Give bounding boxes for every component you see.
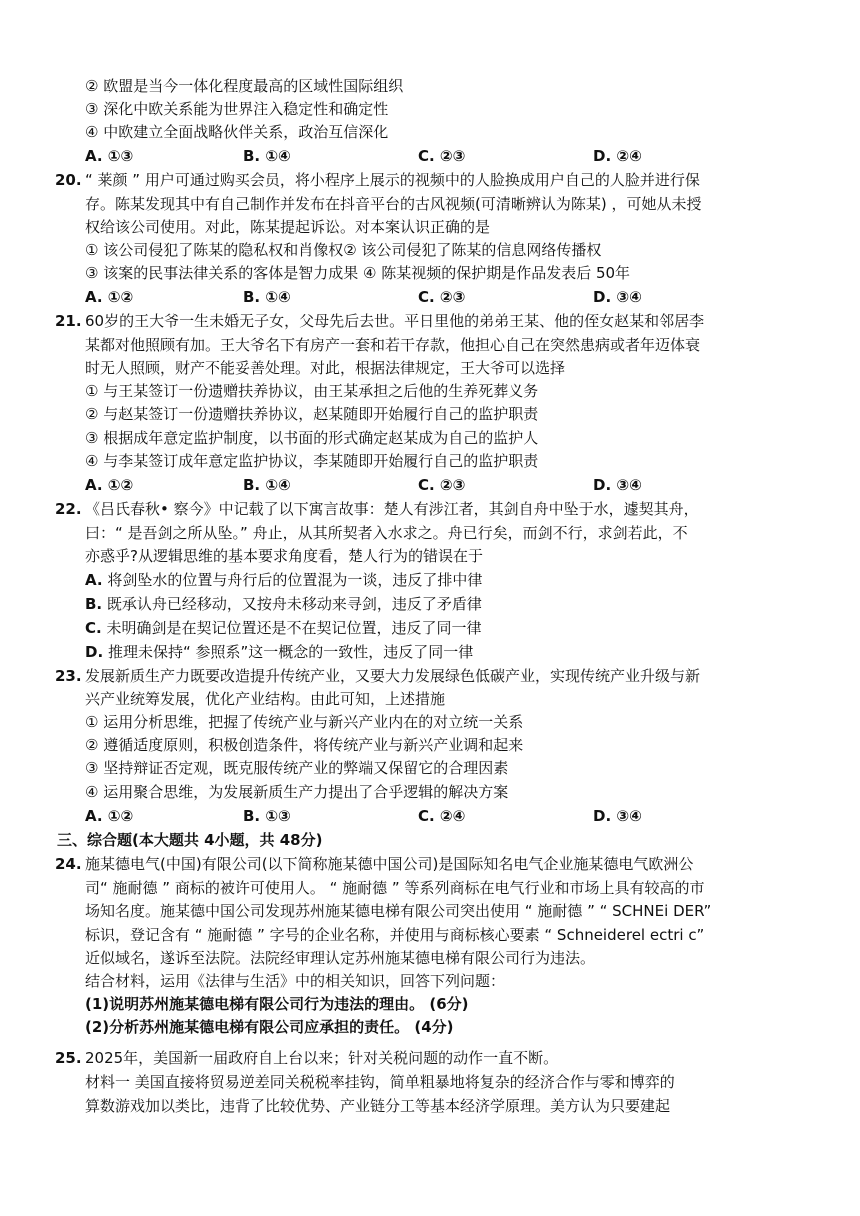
q24-subquestion-2: (2)分析苏州施某德电梯有限公司应承担的责任。 (4分): [85, 1018, 454, 1036]
q20-option-d: D. ③④: [593, 288, 642, 306]
q22-stem-line-1: 《吕氏春秋• 察今》中记载了以下寓言故事：楚人有涉江者，其剑自舟中坠于水，遽契其舟，: [85, 500, 699, 518]
section-heading: 三、综合题(本大题共 4小题，共 48分): [57, 831, 323, 849]
q22-choice-c: [85, 618, 482, 638]
q24-prompt: 结合材料，运用《法律与生活》中的相关知识，回答下列问题：: [85, 972, 506, 990]
q21-stem-line-2: 某都对他照顾有加。王大爷名下有房产一套和若干存款，他担心自己在突然患病或者年迈体衰: [85, 336, 701, 354]
q21-stem-line-3: 时无人照顾，财产不能妥善处理。对此，根据法律规定，王大爷可以选择: [85, 359, 566, 377]
q23-item-2: ② 遵循适度原则，积极创造条件，将传统产业与新兴产业调和起来: [85, 736, 524, 754]
q25-material-1-line-2: 算数游戏加以类比，违背了比较优势、产业链分工等基本经济学原理。美方认为只要建起: [85, 1097, 671, 1115]
q25-number: 25.: [55, 1049, 82, 1067]
q19-option-d: D. ②④: [593, 147, 642, 165]
q22-choice-d-text: 推理未保持“ 参照系”这一概念的一致性，违反了同一律: [107, 643, 474, 661]
q19-option-b: B. ①④: [243, 147, 291, 165]
q21-item-3: ③ 根据成年意定监护制度，以书面的形式确定赵某成为自己的监护人: [85, 429, 539, 447]
q23-options: [85, 806, 785, 826]
q21-item-1: ① 与王某签订一份遗赠扶养协议，由王某承担之后他的生养死葬义务: [85, 382, 539, 400]
q19-item-2: ② 欧盟是当今一体化程度最高的区域性国际组织: [85, 77, 404, 95]
q20-stem-line-1: “ 莱颜 ” 用户可通过购买会员，将小程序上展示的视频中的人脸换成用户自己的人脸并进行保: [85, 171, 700, 189]
q24-line-5: 近似域名，遂诉至法院。法院经审理认定苏州施某德电梯有限公司行为违法。: [85, 949, 596, 967]
q24-subquestion-1: (1)说明苏州施某德电梯有限公司行为违法的理由。 (6分): [85, 995, 469, 1013]
q23-stem-line-2: 兴产业统筹发展，优化产业结构。由此可知，上述措施: [85, 690, 446, 708]
q20-option-a: A. ①②: [85, 288, 134, 306]
q22-choice-b-label: B.: [85, 595, 103, 613]
q25-line-1: 2025年，美国新一届政府自上台以来；针对关税问题的动作一直不断。: [85, 1049, 559, 1067]
q21-option-d: D. ③④: [593, 476, 642, 494]
q23-option-a: A. ①②: [85, 807, 134, 825]
q24-line-2: 司“ 施耐德 ” 商标的被许可使用人。 “ 施耐德 ” 等系列商标在电气行业和市场上具有较高的市: [85, 879, 705, 897]
q23-stem-line-1: 发展新质生产力既要改造提升传统产业，又要大力发展绿色低碳产业，实现传统产业升级与新: [85, 667, 701, 685]
q21-item-4: ④ 与李某签订成年意定监护协议，李某随即开始履行自己的监护职责: [85, 452, 539, 470]
q20-options: [85, 287, 785, 307]
q19-item-4: ④ 中欧建立全面战略伙伴关系，政治互信深化: [85, 123, 389, 141]
q20-number: 20.: [55, 171, 82, 189]
q21-option-c: C. ②③: [418, 476, 466, 494]
q24-number: 24.: [55, 855, 82, 873]
q23-item-4: ④ 运用聚合思维，为发展新质生产力提出了合乎逻辑的解决方案: [85, 783, 509, 801]
q20-option-b: B. ①④: [243, 288, 291, 306]
q19-option-c: C. ②③: [418, 147, 466, 165]
q22-choice-a-text: 将剑坠水的位置与舟行后的位置混为一谈，违反了排中律: [107, 571, 483, 589]
q23-item-3: ③ 坚持辩证否定观，既克服传统产业的弊端又保留它的合理因素: [85, 759, 509, 777]
q23-item-1: ① 运用分析思维，把握了传统产业与新兴产业内在的对立统一关系: [85, 713, 524, 731]
q22-choice-a-label: A.: [85, 571, 103, 589]
q22-stem-line-3: 亦惑乎?从逻辑思维的基本要求角度看，楚人行为的错误在于: [85, 547, 483, 565]
q22-stem-line-2: 曰：“ 是吾剑之所从坠。” 舟止，从其所契者入水求之。舟已行矣，而剑不行，求剑若此，不: [85, 524, 688, 542]
q21-option-a: A. ①②: [85, 476, 134, 494]
q20-option-c: C. ②③: [418, 288, 466, 306]
q24-line-4: 标识，登记含有 “ 施耐德 ” 字号的企业名称，并使用与商标核心要素 “ Schneiderel ectri c”: [85, 926, 705, 944]
q21-number: 21.: [55, 312, 82, 330]
q19-item-3: ③ 深化中欧关系能为世界注入稳定性和确定性: [85, 100, 389, 118]
q19-options: [85, 146, 785, 166]
q23-number: 23.: [55, 667, 82, 685]
q23-option-b: B. ①③: [243, 807, 291, 825]
q24-line-3: 场知名度。施某德中国公司发现苏州施某德电梯有限公司突出使用 “ 施耐德 ” “ SCHNEi DER”: [85, 902, 712, 920]
q19-option-a: A. ①③: [85, 147, 134, 165]
q21-item-2: ② 与赵某签订一份遗赠扶养协议，赵某随即开始履行自己的监护职责: [85, 405, 539, 423]
q21-options: [85, 475, 785, 495]
q22-choice-b: [85, 594, 482, 614]
q20-item-line-1: ① 该公司侵犯了陈某的隐私权和肖像权② 该公司侵犯了陈某的信息网络传播权: [85, 241, 602, 259]
q23-option-c: C. ②④: [418, 807, 466, 825]
q22-choice-d-label: D.: [85, 643, 104, 661]
q22-choice-a: [85, 570, 482, 590]
q24-line-1: 施某德电气(中国)有限公司(以下简称施某德中国公司)是国际知名电气企业施某德电气欧洲公: [85, 855, 694, 873]
q22-choice-c-label: C.: [85, 619, 102, 637]
q21-option-b: B. ①④: [243, 476, 291, 494]
q22-choice-b-text: 既承认舟已经移动，又按舟未移动来寻剑，违反了矛盾律: [106, 595, 482, 613]
q25-material-1-line-1: 材料一 美国直接将贸易逆差同关税税率挂钩，简单粗暴地将复杂的经济合作与零和博弈的: [85, 1073, 675, 1091]
q20-stem-line-3: 权给该公司使用。对此，陈某提起诉讼。对本案认识正确的是: [85, 218, 491, 236]
q20-item-line-2: ③ 该案的民事法律关系的客体是智力成果 ④ 陈某视频的保护期是作品发表后 50年: [85, 264, 631, 282]
q22-number: 22.: [55, 500, 82, 518]
q22-choice-d: [85, 642, 473, 662]
q21-stem-line-1: 60岁的王大爷一生未婚无子女，父母先后去世。平日里他的弟弟王某、他的侄女赵某和邻居李: [85, 312, 705, 330]
q23-option-d: D. ③④: [593, 807, 642, 825]
q22-choice-c-text: 未明确剑是在契记位置还是不在契记位置，违反了同一律: [106, 619, 482, 637]
q20-stem-line-2: 存。陈某发现其中有自己制作并发布在抖音平台的古风视频(可清晰辨认为陈某) ，可她从未授: [85, 195, 702, 213]
